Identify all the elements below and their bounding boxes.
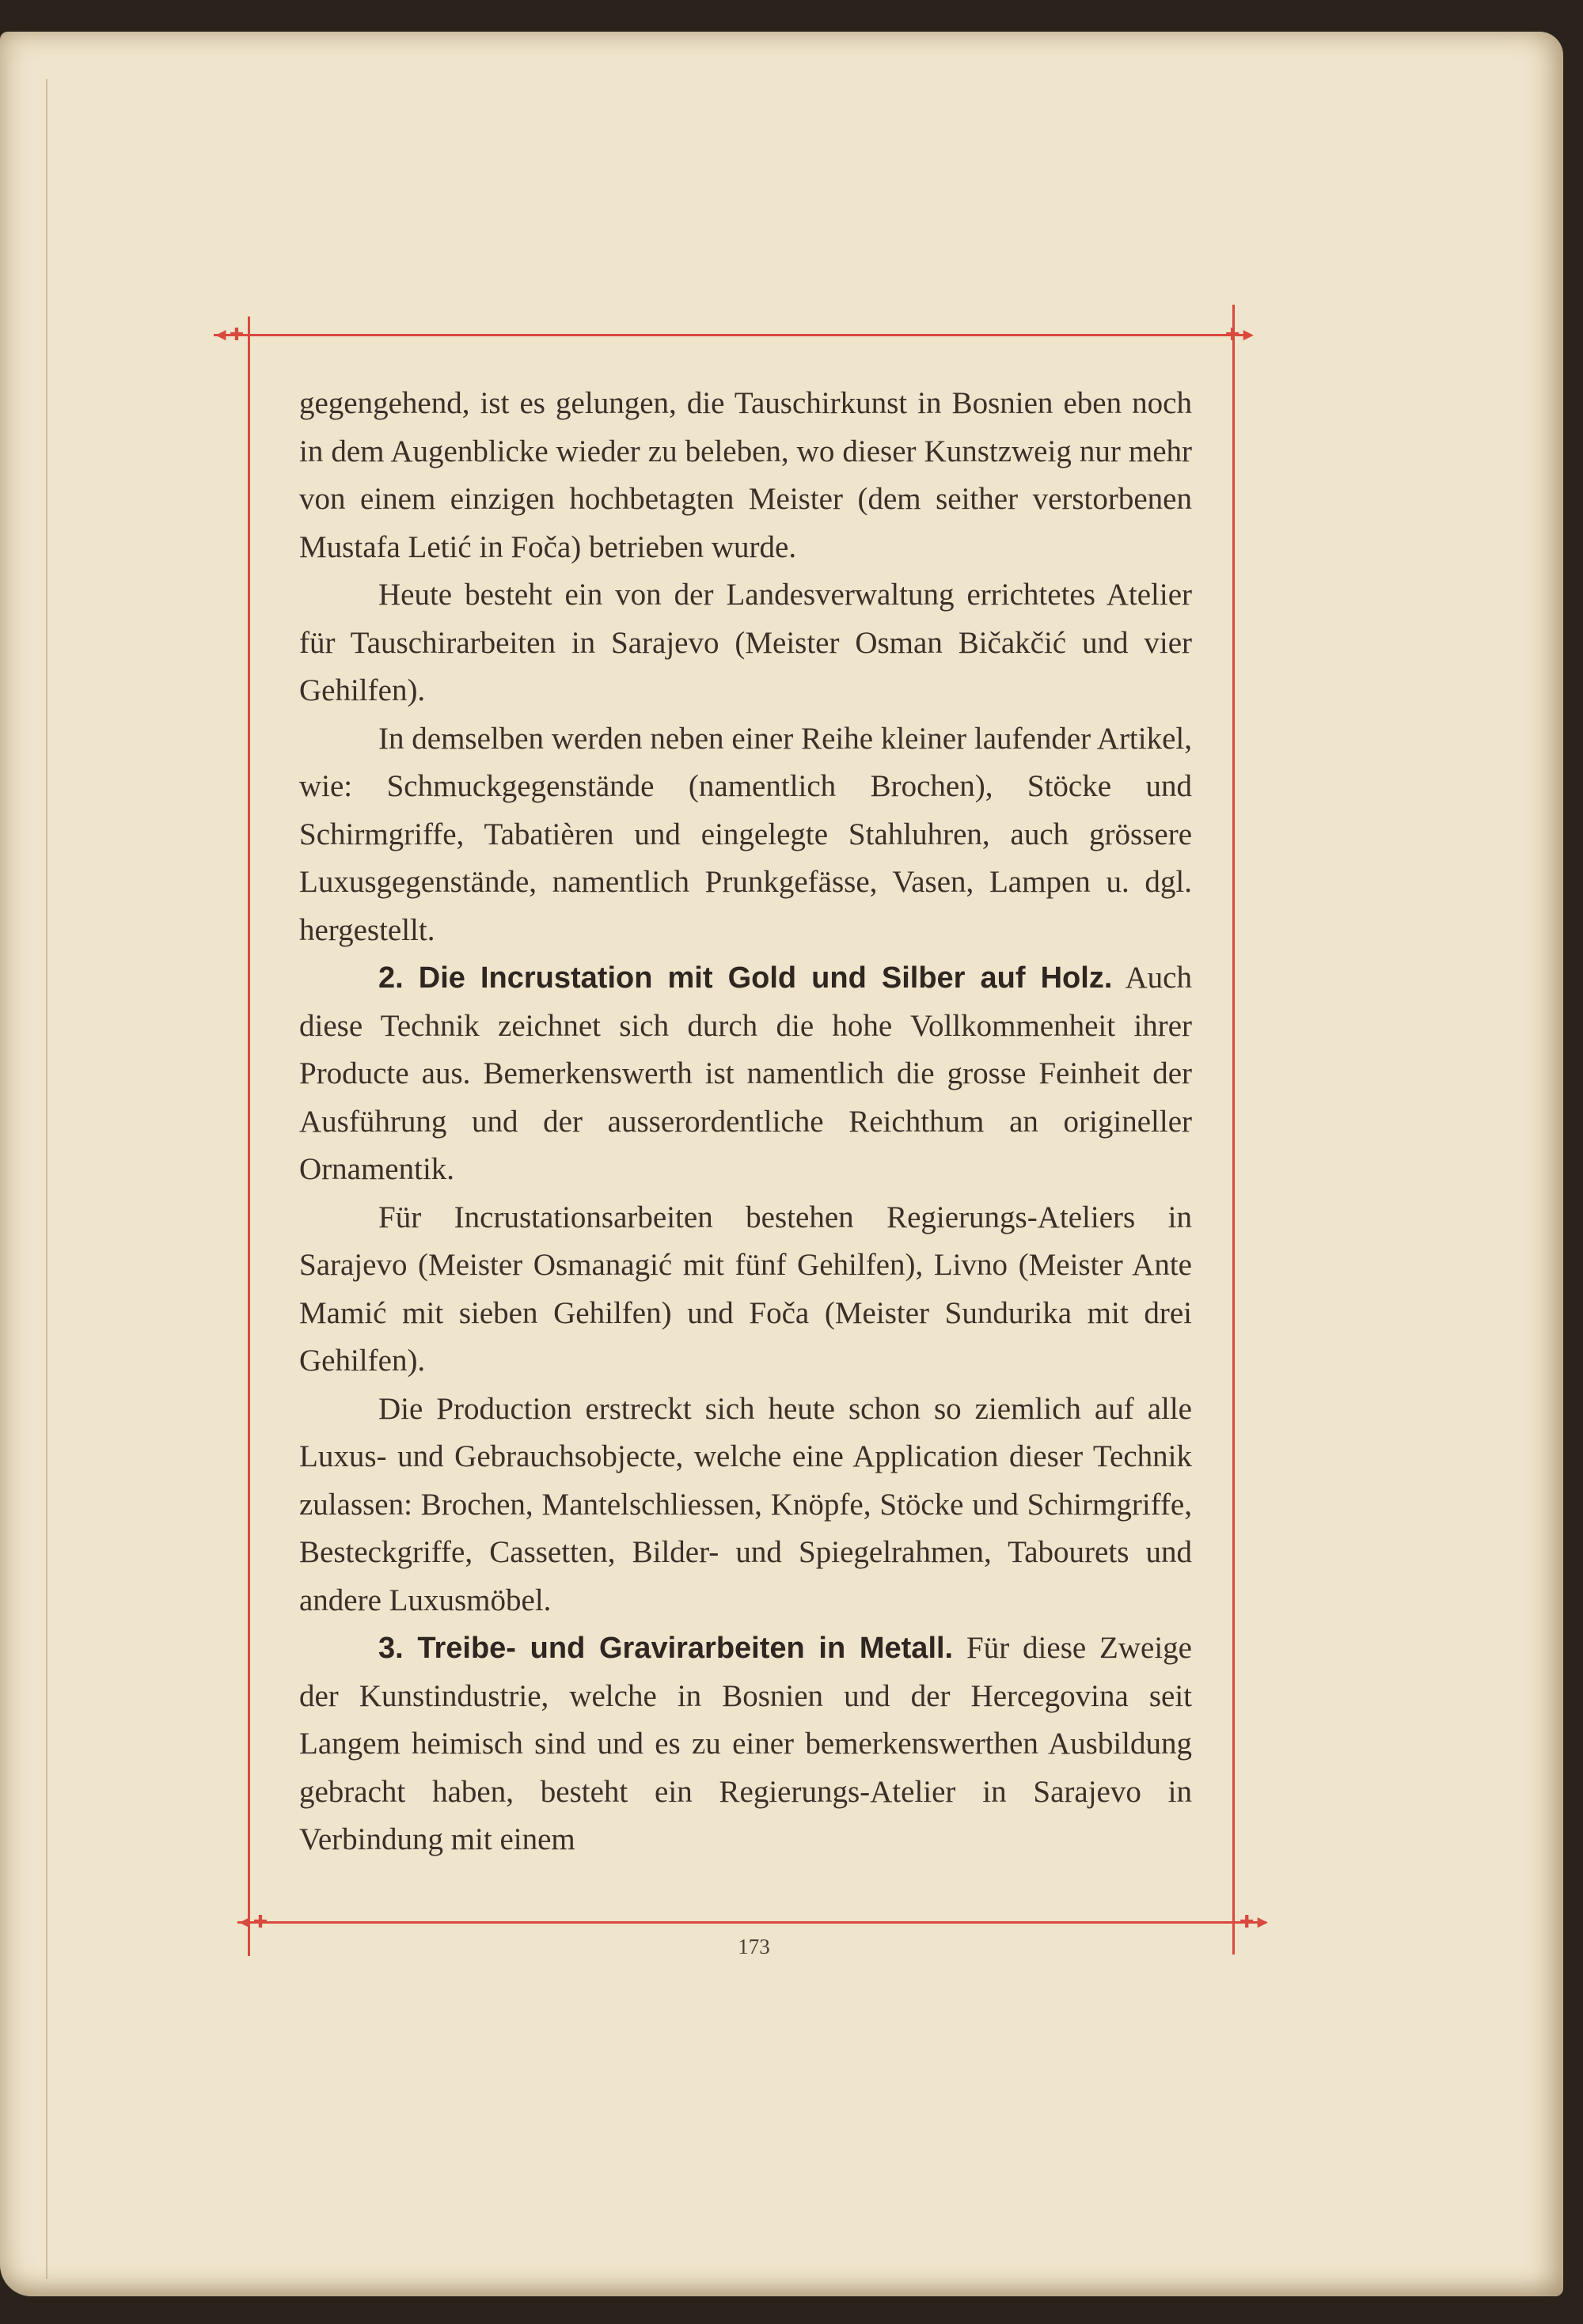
body-text bbox=[299, 380, 1192, 1864]
frame-left-rule bbox=[248, 317, 250, 1956]
paragraph-5: Für Incrustationsarbeiten bestehen Regierungs-Ateliers in Sarajevo (Meister Osmanagić mit fünf Gehilfen), Livno (Meister Ante Mamić mit sieben Gehilfen) und Foča (Meister Sundurika mit drei Gehilfen). bbox=[299, 1200, 1192, 1378]
section-heading-2: 2. Die Incrustation mit Gold und Silber auf Holz. bbox=[378, 961, 1113, 995]
section-heading-3: 3. Treibe- und Gravirarbeiten in Metall. bbox=[378, 1632, 954, 1665]
frame-corner-ornament-br: ✚► bbox=[1239, 1912, 1272, 1932]
section-3-paragraph bbox=[299, 1625, 1192, 1864]
frame-top-rule bbox=[214, 334, 1247, 336]
paragraph-6: Die Production erstreckt sich heute schon so ziemlich auf alle Luxus- und Gebrauchsobjecte, welche eine Application dieser Technik zulassen: Brochen, Mantelschliessen, Knöpfe, Stöcke und Schirmgriffe, Besteckgriffe, Cassetten, Bilder- und Spiegelrahmen, Tabourets und andere Luxusmöbel. bbox=[299, 1391, 1192, 1617]
frame-bottom-rule bbox=[237, 1921, 1266, 1924]
section-2-paragraph bbox=[299, 954, 1192, 1194]
paragraph-3: In demselben werden neben einer Reihe kleiner laufender Artikel, wie: Schmuckgegenstände (namentlich Brochen), Stöcke und Schirmgriffe, Tabatièren und eingelegte Stahluhren, auch grössere Luxusgegenstände, namentlich Prunkgefässe, Vasen, Lampen u. dgl. hergestellt. bbox=[299, 721, 1192, 947]
paragraph-2: Heute besteht ein von der Landesverwaltung errichtetes Atelier für Tauschirarbeiten in Sarajevo (Meister Osman Bičakčić und vier Gehilfen). bbox=[299, 578, 1192, 707]
frame-right-rule bbox=[1232, 305, 1235, 1954]
page-number: 173 bbox=[738, 1935, 770, 1958]
paragraph-4: Auch diese Technik zeichnet sich durch die hohe Vollkommenheit ihrer Producte aus. Bemerkenswerth ist namentlich die grosse Feinheit der Ausführung und der ausserordentliche Reichthum an origineller Ornamentik. bbox=[299, 961, 1192, 1186]
frame-corner-ornament-tl: ◄✚ bbox=[212, 324, 245, 344]
frame-corner-ornament-bl: ◄✚ bbox=[236, 1912, 268, 1932]
frame-corner-ornament-tr: ✚► bbox=[1225, 324, 1258, 344]
paragraph-7: Für diese Zweige der Kunstindustrie, welche in Bosnien und der Hercegovina seit Langem heimisch sind und es zu einer bemerkenswerthen Ausbildung gebracht haben, besteht ein Regierungs-Atelier in Sarajevo in Verbindung mit einem bbox=[299, 1631, 1192, 1856]
paragraph-1: gegengehend, ist es gelungen, die Tauschirkunst in Bosnien eben noch in dem Augenblicke wieder zu beleben, wo dieser Kunstzweig nur mehr von einem einzigen hochbetagten Meister (dem seither verstorbenen Mustafa Letić in Foča) betrieben wurde. bbox=[299, 386, 1192, 564]
